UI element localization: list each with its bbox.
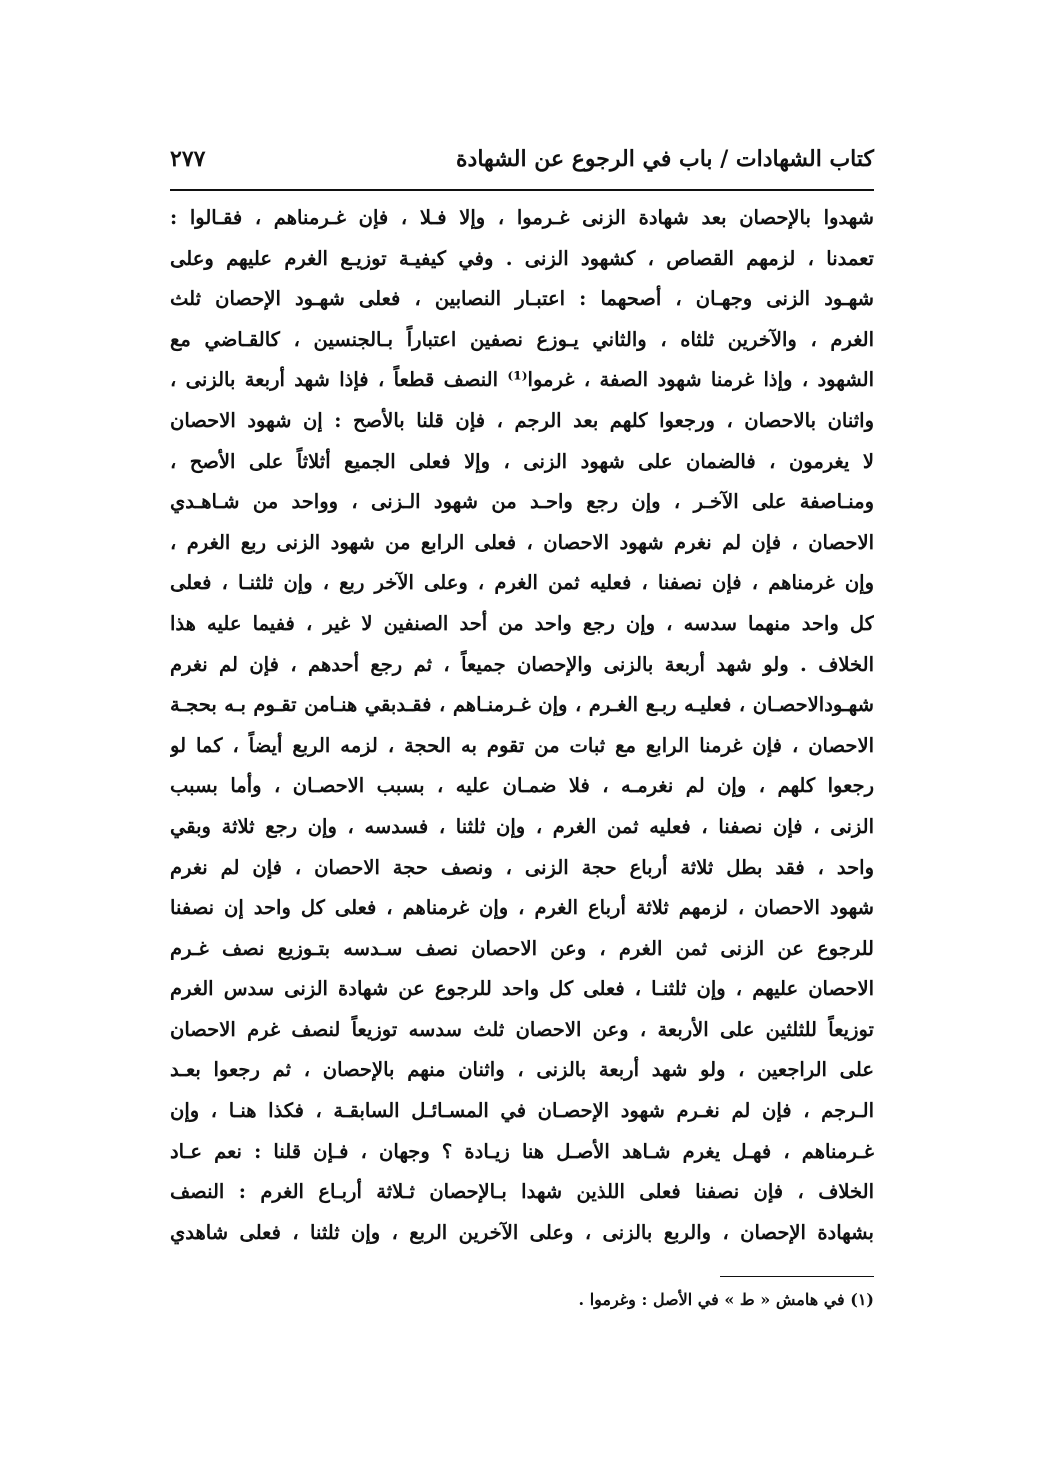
text-line: ومنـاصفة على الآخـر ، وإن رجع واحـد من شهود الـزنى ، وواحد من شـاهـدي — [170, 490, 874, 514]
text-line: توزيعاً للثلثين على الأربعة ، وعن الاحصان ثلث سدسه توزيعاً لنصف غرم الاحصان — [170, 1017, 874, 1041]
page-header — [170, 140, 874, 180]
text-line: وإن غرمناهم ، فإن نصفنا ، فعليه ثمن الغرم ، وعلى الآخر ربع ، وإن ثلثنـا ، فعلى — [170, 571, 874, 595]
text-line: الخلاف ، فإن نصفنا فعلى اللذين شهدا بـالإحصان ثـلاثة أربـاع الغرم : النصف — [170, 1180, 874, 1204]
text-line: غـرمناهم ، فهـل يغرم شـاهد الأصـل هنا زيـادة ؟ وجهان ، فـإن قلنا : نعم عـاد — [170, 1139, 874, 1163]
text-line: الشهود ، وإذا غرمنا شهود الصفة ، غرموا⁽¹⁾ النصف قطعاً ، فإذا شهد أربعة بالزنى ، — [170, 368, 874, 392]
text-line: كل واحد منهما سدسه ، وإن رجع واحد من أحد الصنفين لا غير ، ففيما عليه هذا — [170, 611, 874, 635]
text-line: الـرجم ، فإن لم نغـرم شهود الإحصـان في المسـائـل السابقـة ، فكذا هنـا ، وإن — [170, 1099, 874, 1123]
footnote: (١) في هامش « ط » في الأصل : وغرموا . — [578, 1290, 874, 1309]
text-line: واثنان بالاحصان ، ورجعوا كلهم بعد الرجم ، فإن قلنا بالأصح : إن شهود الاحصان — [170, 408, 874, 432]
text-line: واحد ، فقد بطل ثلاثة أرباع حجة الزنى ، ونصف حجة الاحصان ، فإن لم نغرم — [170, 855, 874, 879]
running-title: كتاب الشهادات / باب في الرجوع عن الشهادة — [456, 146, 874, 172]
text-line: الزنى ، فإن نصفنا ، فعليه ثمن الغرم ، وإن ثلثنا ، فسدسه ، وإن رجع ثلاثة وبقي — [170, 814, 874, 838]
text-line: شهدوا بالإحصان بعد شهادة الزنى غـرموا ، وإلا فـلا ، فإن غـرمناهم ، فقـالوا : — [170, 206, 874, 229]
text-line: بشهادة الإحصان ، والربع بالزنى ، وعلى الآخرين الربع ، وإن ثلثنا ، فعلى شاهدي — [170, 1220, 874, 1244]
text-line: تعمدنا ، لزمهم القصاص ، كشهود الزنى . وفي كيفيـة توزيـع الغرم عليهم وعلى — [170, 246, 874, 270]
text-line: الاحصان ، فإن لم نغرم شهود الاحصان ، فعلى الرابع من شهود الزنى ربع الغرم ، — [170, 530, 874, 554]
text-line: الاحصان عليهم ، وإن ثلثنـا ، فعلى كل واحد للرجوع عن شهادة الزنى سدس الغرم — [170, 977, 874, 1001]
text-line: الاحصان ، فإن غرمنا الرابع مع ثبات من تقوم به الحجة ، لزمه الربع أيضاً ، كما لو — [170, 733, 874, 757]
footnote-divider — [720, 1276, 874, 1277]
text-line: رجعوا كلهم ، وإن لم نغرمـه ، فلا ضمـان عليه ، بسبب الاحصـان ، وأما بسبب — [170, 774, 874, 798]
text-line: شهود الاحصان ، لزمهم ثلاثة أرباع الغرم ، وإن غرمناهم ، فعلى كل واحد إن نصفنا — [170, 896, 874, 920]
text-line: شهـود الزنى وجهـان ، أصحهما : اعتبـار النصابين ، فعلى شهـود الإحصان ثلث — [170, 287, 874, 311]
text-line: الخلاف . ولو شهد أربعة بالزنى والإحصان جميعاً ، ثم رجع أحدهم ، فإن لم نغرم — [170, 652, 874, 676]
text-line: على الراجعين ، ولو شهد أربعة بالزنى ، واثنان منهم بالإحصان ، ثم رجعوا بعـد — [170, 1058, 874, 1082]
text-line: لا يغرمون ، فالضمان على شهود الزنى ، وإلا فعلى الجميع أثلاثاً على الأصح ، — [170, 449, 874, 473]
body-text — [170, 198, 874, 1253]
page-number: ٢٧٧ — [170, 146, 206, 172]
header-divider — [170, 189, 874, 191]
text-line: شهـودالاحصـان ، فعليـه ربـع الغـرم ، وإن غـرمنـاهم ، فقـدبقي هنـامن تقـوم بـه بحجـة — [170, 693, 874, 717]
text-line: الغرم ، والآخرين ثلثاه ، والثاني يـوزع نصفين اعتباراً بـالجنسين ، كالقـاضي مع — [170, 327, 874, 351]
text-line: للرجوع عن الزنى ثمن الغرم ، وعن الاحصان نصف سـدسه بتـوزيع نصف غـرم — [170, 936, 874, 960]
